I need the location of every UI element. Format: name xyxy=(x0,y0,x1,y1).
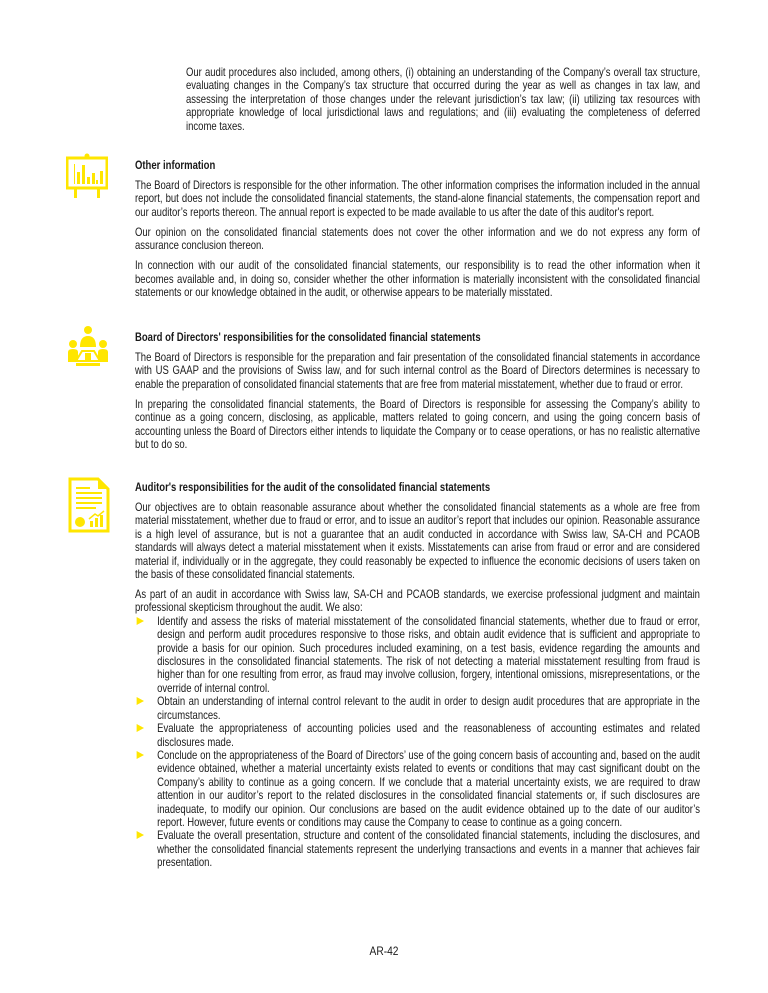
meeting-icon xyxy=(68,325,108,370)
arrow-bullet-icon xyxy=(137,697,144,705)
list-item-text: Obtain an understanding of internal control relevant to the audit in order to design audit procedures that are appropriate in the circumstances. xyxy=(157,695,700,722)
paragraph: Our opinion on the consolidated financial statements does not cover the other information and we do not express any form of assurance conclusion thereon. xyxy=(135,225,700,253)
section-heading: Board of Directors' responsibilities for the consolidated financial statements xyxy=(135,331,481,344)
arrow-bullet-icon xyxy=(137,617,144,625)
list-item xyxy=(135,722,700,749)
bullet-list xyxy=(135,615,700,870)
paragraph: In connection with our audit of the consolidated financial statements, our responsibility is to read the other information when it becomes available and, in doing so, consider whether the other information is materially inconsistent with the consolidated financial statements or our knowledge obtained in the audit, or otherwise appears to be materially misstated. xyxy=(135,259,700,300)
list-item-text: Evaluate the overall presentation, structure and content of the consolidated financial statements, including the disclosures, and whether the consolidated financial statements represent the underlying transactions and events in a manner that achieves fair presentation. xyxy=(157,829,700,870)
paragraph: The Board of Directors is responsible for the preparation and fair presentation of the consolidated financial statements in accordance with US GAAP and the provisions of Swiss law, and for such internal control as the Board of Directors determines is necessary to enable the preparation of consolidated financial statements that are free from material misstatement, whether due to fraud or error. xyxy=(135,351,700,391)
arrow-bullet-icon xyxy=(137,724,144,732)
section-board-responsibilities xyxy=(135,331,700,458)
presentation-chart-icon xyxy=(66,153,108,199)
section-auditor-responsibilities xyxy=(135,481,700,870)
list-item-text: Conclude on the appropriateness of the Board of Directors’ use of the going concern basis of accounting and, based on the audit evidence obtained, whether a material uncertainty exists related to events or conditions that may cast significant doubt on the Company’s ability to continue as a going concern. If we conclude that a material uncertainty exists, we are required to draw attention in our auditor’s report to the related disclosures in the consolidated financial statements or, if such disclosures are inadequate, to modify our opinion. Our conclusions are based on the audit evidence obtained up to the date of our auditor’s report. However, future events or conditions may cause the Company to cease to continue as a going concern. xyxy=(157,748,700,829)
intro-paragraph: Our audit procedures also included, among others, (i) obtaining an understanding of the Company’s overall tax structure, evaluating changes in the Company’s tax structure that occurred during the year as well as changes in tax law, and assessing the interpretation of those changes under the relevant jurisdiction’s tax law; (ii) utilizing tax resources with appropriate knowledge of local jurisdictional laws and regulations; and (iii) evaluating the completeness of deferred income taxes. xyxy=(186,66,701,133)
list-item-text: Identify and assess the risks of material misstatement of the consolidated financial statements, whether due to fraud or error, design and perform audit procedures responsive to those risks, and obtain audit evidence that is sufficient and appropriate to provide a basis for our opinion. Such procedures included examining, on a test basis, evidence regarding the amounts and disclosures in the consolidated financial statements. The risk of not detecting a material misstatement resulting from fraud is higher than for one resulting from error, as fraud may involve collusion, forgery, intentional omissions, misrepresentations, or the override of internal control. xyxy=(157,614,700,695)
intro-paragraph-block xyxy=(186,66,700,140)
list-item xyxy=(135,749,700,829)
arrow-bullet-icon xyxy=(137,751,144,759)
list-item-text: Evaluate the appropriateness of accounting policies used and the reasonableness of accounting estimates and related disclosures made. xyxy=(157,722,700,749)
paragraph: The Board of Directors is responsible for the other information. The other information comprises the information included in the annual report, but does not include the consolidated financial statements, the stand-alone financial statements, the compensation report and our auditor’s reports thereon. The annual report is expected to be made available to us after the date of this auditor's report. xyxy=(135,179,700,219)
paragraph: As part of an audit in accordance with Swiss law, SA-CH and PCAOB standards, we exercise professional judgment and maintain professional skepticism throughout the audit. We also: xyxy=(135,588,700,615)
list-item xyxy=(135,829,700,869)
report-document-icon xyxy=(68,477,110,533)
list-item xyxy=(135,615,700,695)
page-number: AR-42 xyxy=(369,944,399,958)
list-item xyxy=(135,695,700,722)
section-heading: Other information xyxy=(135,159,216,172)
paragraph: In preparing the consolidated financial statements, the Board of Directors is responsible for assessing the Company’s ability to continue as a going concern, disclosing, as applicable, matters related to going concern, and using the going concern basis of accounting unless the Board of Directors either intends to liquidate the Company or to cease operations, or has no realistic alternative but to do so. xyxy=(135,397,700,452)
section-heading: Auditor's responsibilities for the audit of the consolidated financial statements xyxy=(135,481,491,494)
arrow-bullet-icon xyxy=(137,831,144,839)
section-other-information xyxy=(135,159,700,306)
paragraph: Our objectives are to obtain reasonable assurance about whether the consolidated financial statements as a whole are free from material misstatement, whether due to fraud or error, and to issue an auditor’s report that includes our opinion. Reasonable assurance is a high level of assurance, but is not a guarantee that an audit conducted in accordance with Swiss law, SA-CH and PCAOB standards will always detect a material misstatement when it exists. Misstatements can arise from fraud or error and are considered material if, individually or in the aggregate, they could reasonably be expected to influence the economic decisions of users taken on the basis of these consolidated financial statements. xyxy=(135,501,700,582)
